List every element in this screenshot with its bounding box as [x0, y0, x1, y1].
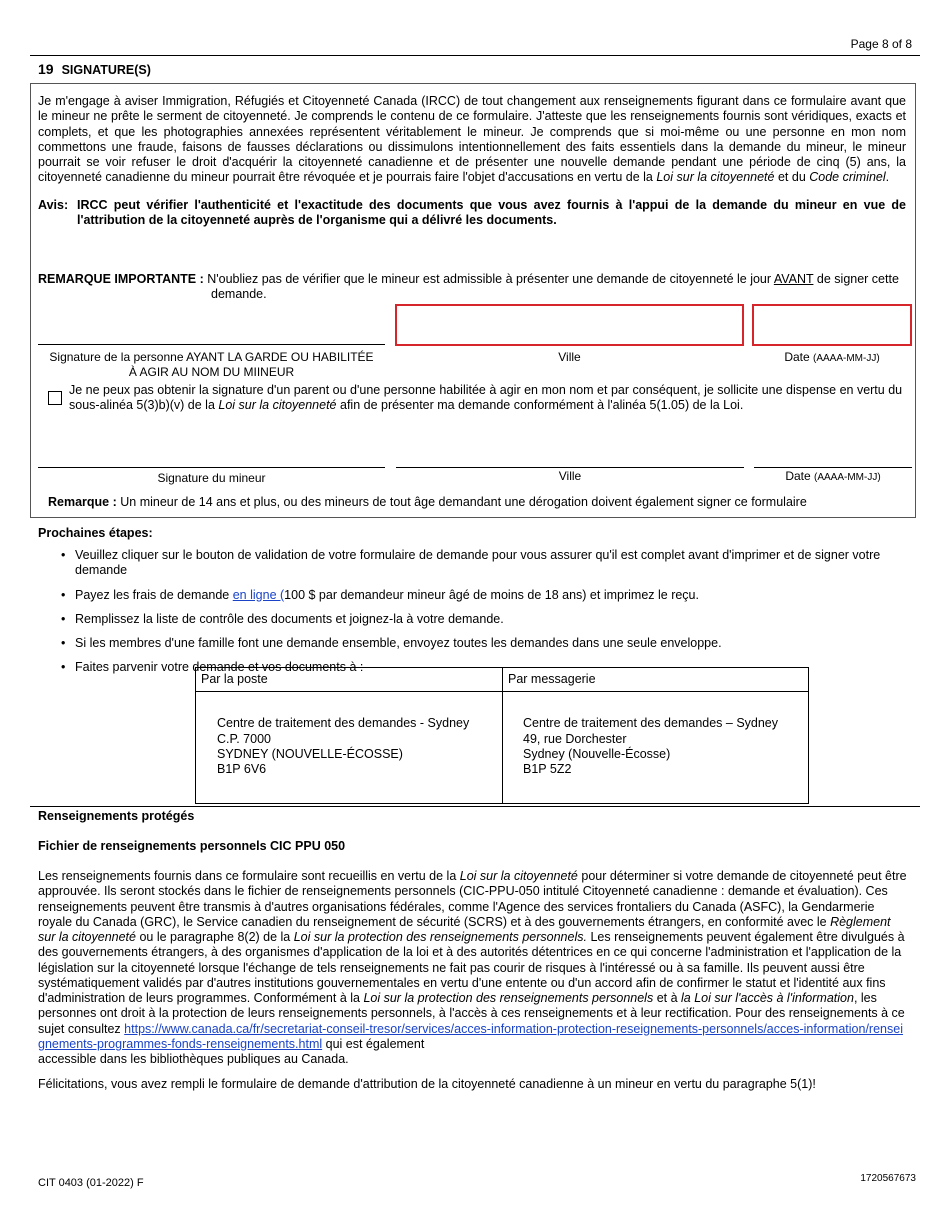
next-steps-title: Prochaines étapes: [38, 526, 153, 540]
minor-date-label: Date (AAAA-MM-JJ) [785, 469, 881, 483]
important-remark-cont: demande. [211, 287, 267, 301]
list-item: • Payez les frais de demande en ligne (100 $ par demandeur mineur âgé de moins de 18 ans) et imprimez le reçu. [61, 588, 911, 603]
list-item: • Faites parvenir votre demande et vos documents à : [61, 660, 911, 675]
online-payment-link[interactable]: en ligne ( [232, 587, 285, 602]
minor-signature-line[interactable] [38, 467, 385, 468]
protected-subtitle: Fichier de renseignements personnels CIC PPU 050 [38, 839, 346, 853]
guardian-city-field[interactable] [395, 304, 744, 346]
courier-address: Centre de traitement des demandes – Sydney 49, rue Dorchester Sydney (Nouvelle-Écosse) B1P 5Z2 [503, 692, 809, 804]
address-table [195, 667, 809, 804]
minor-city-line[interactable] [396, 467, 744, 468]
guardian-date-field[interactable] [752, 304, 912, 346]
protected-title: Renseignements protégés [38, 809, 195, 823]
dispense-text: Je ne peux pas obtenir la signature d'un parent ou d'une personne habilitée à agir en mon nom et par conséquent, je sollicite une dispense en vertu du sous-alinéa 5(3)b)(v) de la Loi sur la citoyenneté afin de présenter ma demande conformément à l'alinéa 5(1.05) de la Loi. [69, 383, 903, 413]
protected-rule [30, 806, 920, 807]
declaration-paragraph: Je m'engage à aviser Immigration, Réfugiés et Citoyenneté Canada (IRCC) de tout changement aux renseignements figurant dans ce formulaire avant que le mineur ne prête le serment de citoyenneté. Je comprends le contenu de ce formulaire. J'atteste que les renseignements fournis sont véridiques, exacts et complets, et que les photographies annexées représentent véritablement le mineur. Je comprends que si moi-même ou une personne en mon nom commettons une fraude, faisons de fausses déclarations ou dissimulons intentionnellement des faits essentiels dans la demande du mineur, le mineur pourrait se voir refuser le droit d'acquérir la citoyenneté canadienne et de présenter une nouvelle demande pendant une période de cinq (5) ans, la citoyenneté canadienne du mineur pourrait être révoquée et je pourrais faire l'objet d'accusations en vertu de la Loi sur la citoyenneté et du Code criminel. [38, 94, 906, 185]
privacy-link[interactable]: https://www.canada.ca/fr/secretariat-conseil-tresor/services/acces-information-protection-reseignements-personnels/acces-information/renseignements-programmes-fonds-renseignements.html [38, 1021, 903, 1051]
courier-header: Par messagerie [503, 668, 809, 692]
guardian-signature-line[interactable] [38, 344, 385, 345]
avis-text: IRCC peut vérifier l'authenticité et l'exactitude des documents que vous avez fournis à l'appui de la demande du mineur en vue de l'attribution de la citoyenneté auprès de l'organisme qui a délivré les documents. [77, 198, 906, 228]
list-item: • Veuillez cliquer sur le bouton de validation de votre formulaire de demande pour vous assurer qu'il est complet avant d'imprimer et de signer votre demande [61, 548, 911, 579]
section-heading [38, 61, 151, 78]
mail-address: Centre de traitement des demandes - Sydney C.P. 7000 SYDNEY (NOUVELLE-ÉCOSSE) B1P 6V6 [196, 692, 503, 804]
next-steps-list [61, 548, 911, 685]
guardian-date-label: Date (AAAA-MM-JJ) [784, 350, 880, 364]
list-item: • Remplissez la liste de contrôle des documents et joignez-la à votre demande. [61, 612, 911, 627]
guardian-signature-label: Signature de la personne AYANT LA GARDE OU HABILITÉE À AGIR AU NOM DU MIINEUR [49, 350, 374, 379]
mail-header: Par la poste [196, 668, 503, 692]
avis-label: Avis: [38, 198, 69, 212]
minor-remark: Remarque : Un mineur de 14 ans et plus, ou des mineurs de tout âge demandant une dérogation doivent également signer ce formulaire [48, 495, 807, 509]
dispense-checkbox[interactable] [48, 391, 62, 405]
barcode-number: 1720567673 [860, 1173, 916, 1184]
congratulations-text: Félicitations, vous avez rempli le formulaire de demande d'attribution de la citoyenneté canadienne à un mineur en vertu du paragraphe 5(1)! [38, 1077, 816, 1091]
page-number: Page 8 of 8 [850, 37, 912, 51]
section-title: SIGNATURE(S) [61, 63, 151, 77]
minor-remark-label: Remarque : [48, 495, 117, 509]
minor-date-line[interactable] [754, 467, 912, 468]
minor-city-label: Ville [558, 469, 582, 483]
section-number: 19 [38, 61, 54, 77]
top-rule [30, 55, 920, 56]
protected-paragraph: Les renseignements fournis dans ce formulaire sont recueillis en vertu de la Loi sur la citoyenneté pour déterminer si votre demande de citoyenneté peut être approuvée. Ils seront stockés dans le fichier de renseignements personnels (CIC-PPU-050 intitulé Citoyenneté canadienne : demande et évaluation). Ces renseignements peuvent être transmis à d'autres organisations fédérales, comme l'Agence des services frontaliers du Canada (ASFC), la Gendarmerie royale du Canada (GRC), le Service canadien du renseignement de sécurité (SCRS) et à des gouvernements étrangers, en conformité avec le Règlement sur la citoyenneté ou le paragraphe 8(2) de la Loi sur la protection des renseignements personnels. Les renseignements peuvent également être divulgués à des gouvernements étrangers, à des organismes d'application de la loi et à des autorités détentrices en ce qui concerne l'administration et l'application de la législation sur la citoyenneté lorsque l'échange de tels renseignements ne fait pas courir de risques à l'intéressé ou à sa famille. Ils peuvent aussi être systématiquement validés par d'autres institutions gouvernementales en vertu d'une entente ou d'un accord afin de confirmer le statut et l'identité aux fins d'administration de leurs programmes. Conformément à la Loi sur la protection des renseignements personnels et à la Loi sur l'accès à l'information, les personnes ont droit à la protection de leurs renseignements personnels, à l'accès à ces renseignements et à leur rectification. Pour des renseignements à ce sujet consultez https://www.canada.ca/fr/secretariat-conseil-tresor/services/acces-information-protection-reseignements-personnels/acces-information/renseignements-programmes-fonds-renseignements.html qui est également accessible dans les bibliothèques publiques au Canada. [38, 869, 907, 1066]
form-code: CIT 0403 (01-2022) F [38, 1177, 144, 1189]
important-remark-label: REMARQUE IMPORTANTE : [38, 272, 204, 286]
important-remark: REMARQUE IMPORTANTE : N'oubliez pas de vérifier que le mineur est admissible à présenter une demande de citoyenneté le jour AVANT de signer cette [38, 272, 899, 286]
list-item: • Si les membres d'une famille font une demande ensemble, envoyez toutes les demandes dans une seule enveloppe. [61, 636, 911, 651]
guardian-city-label: Ville [558, 350, 581, 364]
minor-signature-label: Signature du mineur [157, 471, 266, 485]
